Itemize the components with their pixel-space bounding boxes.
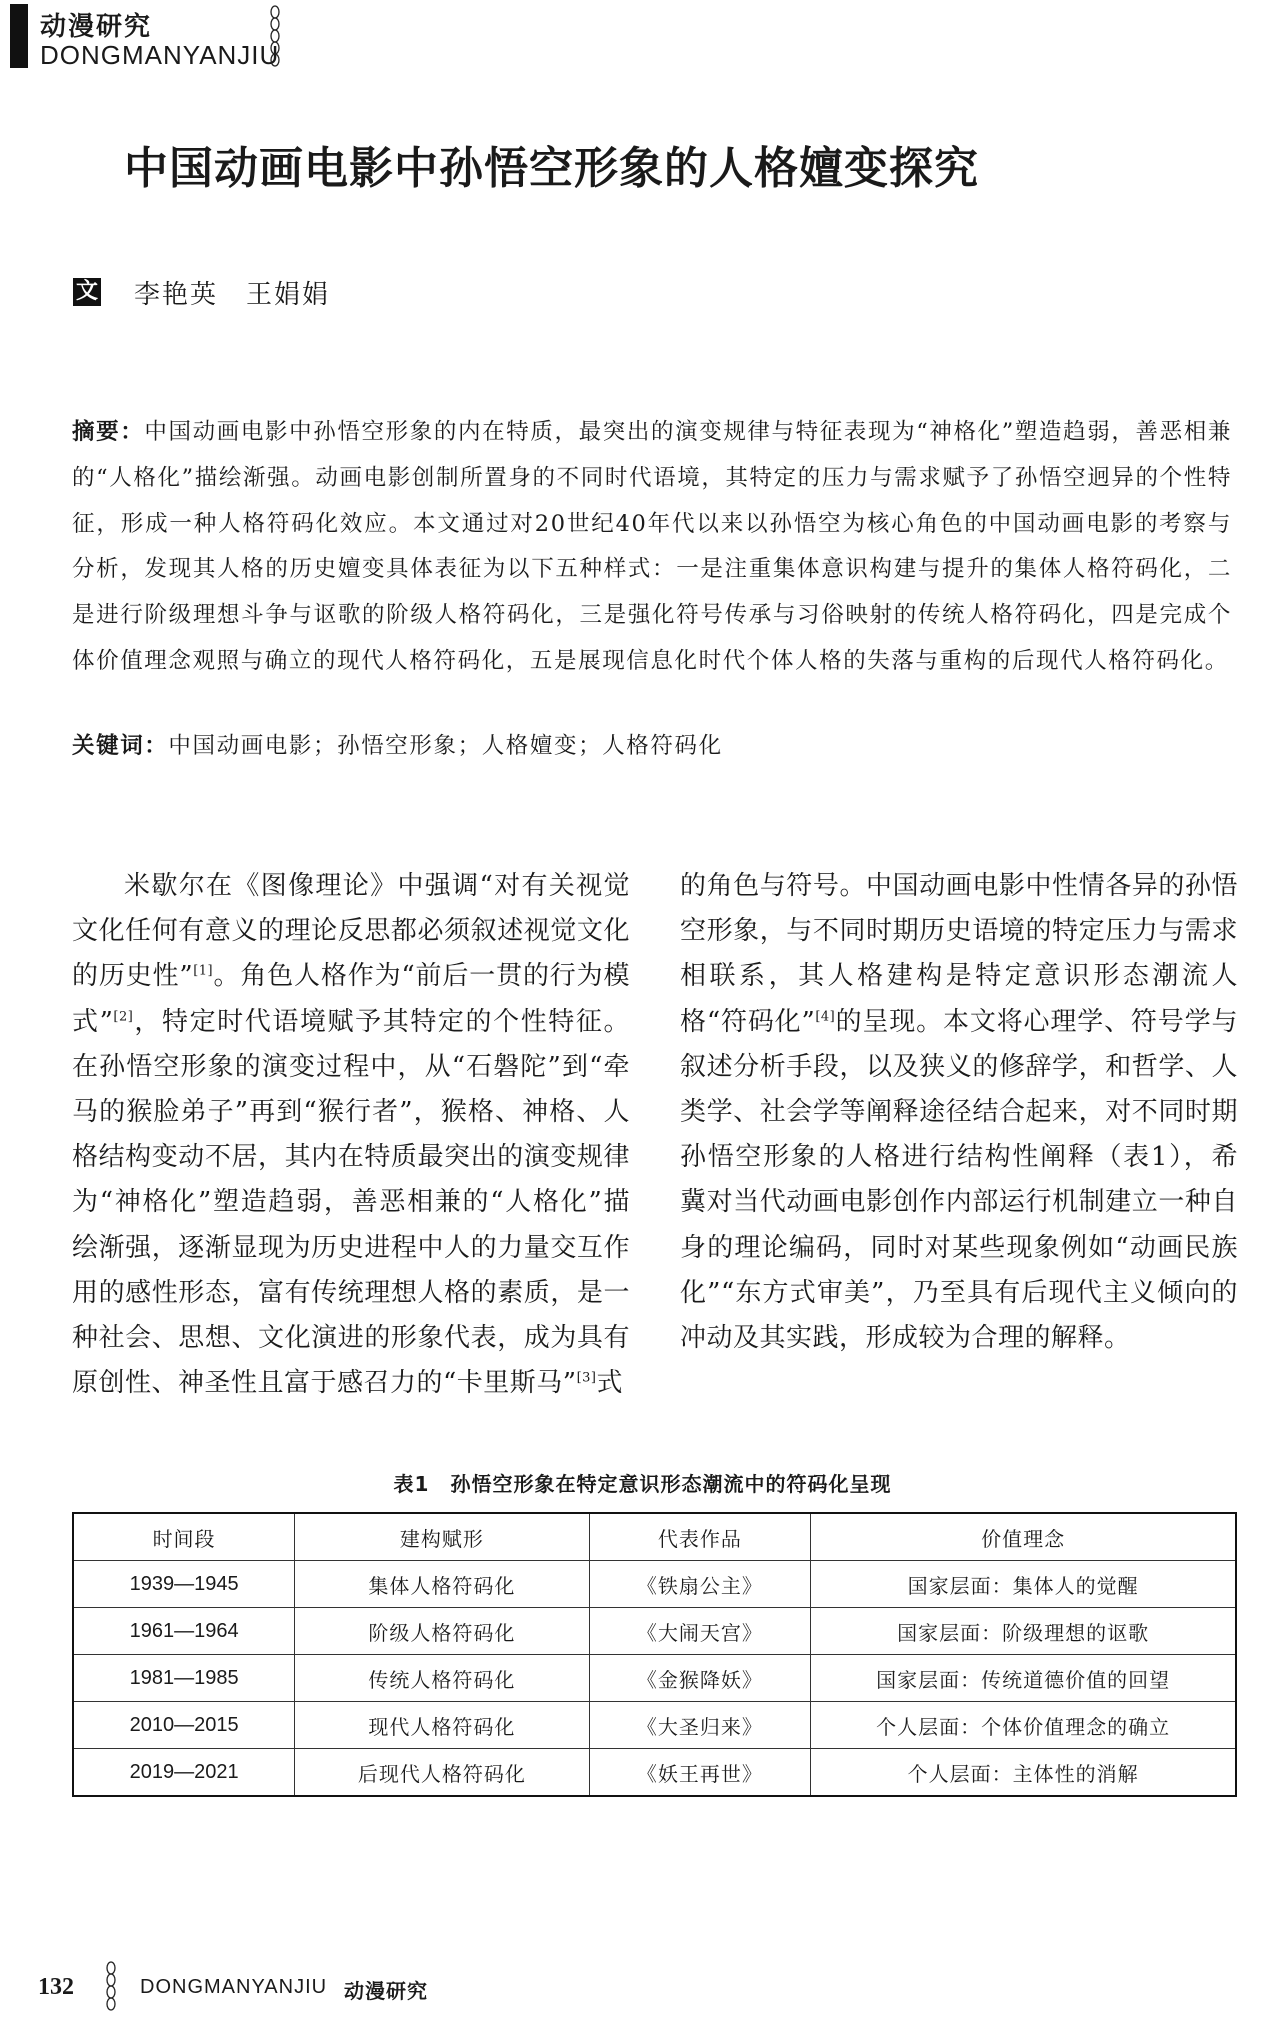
- keywords-label: 关键词：: [72, 733, 169, 759]
- body-column-right: [680, 864, 1238, 1361]
- table-row: [73, 1749, 1236, 1797]
- abstract-text: 中国动画电影中孙悟空形象的内在特质，最突出的演变规律与特征表现为“神格化”塑造趋弱，善恶相兼的“人格化”描绘渐强。动画电影创制所置身的不同时代语境，其特定的压力与需求赋予了孙悟空迥异的个性特征，形成一种人格符码化效应。本文通过对20世纪40年代以来以孙悟空为核心角色的中国动画电影的考察与分析，发现其人格的历史嬗变具体表征为以下五种样式：一是注重集体意识构建与提升的集体人格符码化，二是进行阶级理想斗争与讴歌的阶级人格符码化，三是强化符号传承与习俗映射的传统人格符码化，四是完成个体价值理念观照与确立的现代人格符码化，五是展现信息化时代个体人格的失落与重构的后现代人格符码化。: [72, 419, 1232, 674]
- table-cell-period: 2019—2021: [73, 1749, 295, 1797]
- table-cell-value: 国家层面：集体人的觉醒: [811, 1561, 1236, 1608]
- page-number: 132: [38, 1974, 74, 2000]
- table-row: [73, 1608, 1236, 1655]
- journal-name-en: DONGMANYANJIU: [40, 40, 280, 70]
- table-cell-period: 1939—1945: [73, 1561, 295, 1608]
- footer-journal-en: DONGMANYANJIU: [140, 1976, 328, 1998]
- body-column-left: [72, 864, 630, 1406]
- table-cell-work: 《铁扇公主》: [589, 1561, 811, 1608]
- reference-marker[interactable]: [1]: [193, 963, 214, 979]
- table-cell-period: 2010—2015: [73, 1702, 295, 1749]
- table-header-cell: 代表作品: [589, 1513, 811, 1561]
- table-cell-work: 《金猴降妖》: [589, 1655, 811, 1702]
- table-cell-work: 《大闹天宫》: [589, 1608, 811, 1655]
- body-text: 式: [596, 1368, 624, 1399]
- table-cell-value: 个人层面：主体性的消解: [811, 1749, 1236, 1797]
- table-cell-work: 《妖王再世》: [589, 1749, 811, 1797]
- authors: 李艳英 王娟娟: [134, 280, 331, 310]
- table-caption: 表1 孙悟空形象在特定意识形态潮流中的符码化呈现: [393, 1472, 892, 1496]
- chain-ornament-icon: [104, 1960, 118, 2020]
- table-header-row: [73, 1513, 1236, 1561]
- table-cell-value: 个人层面：个体价值理念的确立: [811, 1702, 1236, 1749]
- table-row: [73, 1655, 1236, 1702]
- table-header-cell: 价值理念: [811, 1513, 1236, 1561]
- table-cell-type: 后现代人格符码化: [295, 1749, 589, 1797]
- chain-ornament-icon: [268, 4, 282, 68]
- data-table: [72, 1512, 1237, 1797]
- table-cell-value: 国家层面：传统道德价值的回望: [811, 1655, 1236, 1702]
- table-header-cell: 时间段: [73, 1513, 295, 1561]
- table-cell-value: 国家层面：阶级理想的讴歌: [811, 1608, 1236, 1655]
- body-text: 的呈现。本文将心理学、符号学与叙述分析手段，以及狭义的修辞学，和哲学、人类学、社会学等阐释途径结合起来，对不同时期孙悟空形象的人格进行结构性阐释（表1），希冀对当代动画电影创作内部运行机制建立一种自身的理论编码，同时对某些现象例如“动画民族化”“东方式审美”，乃至具有后现代主义倾向的冲动及其实践，形成较为合理的解释。: [680, 1006, 1238, 1354]
- body-text: 的角色与符号。中国动画电影中性情各异的孙悟空形象，与不同时期历史语境的特定压力与需求相联系，其人格建构是特定意识形态潮流人格“符码化”: [680, 871, 1238, 1037]
- table-row: [73, 1702, 1236, 1749]
- body-text: ，特定时代语境赋予其特定的个性特征。在孙悟空形象的演变过程中，从“石磐陀”到“牵马的猴脸弟子”再到“猴行者”，猴格、神格、人格结构变动不居，其内在特质最突出的演变规律为“神格化”塑造趋弱，善恶相兼的“人格化”描绘渐强，逐渐显现为历史进程中人的力量交互作用的感性形态，富有传统理想人格的素质，是一种社会、思想、文化演进的形象代表，成为具有原创性、神圣性且富于感召力的“卡里斯马”: [72, 1006, 630, 1399]
- footer-journal-cn: 动漫研究: [344, 1979, 428, 2003]
- abstract-label: 摘要：: [72, 419, 145, 445]
- reference-marker[interactable]: [2]: [113, 1008, 134, 1024]
- reference-marker[interactable]: [4]: [815, 1008, 836, 1024]
- table-cell-type: 集体人格符码化: [295, 1561, 589, 1608]
- table-cell-type: 阶级人格符码化: [295, 1608, 589, 1655]
- author-tag-badge: 文: [73, 278, 101, 306]
- table-cell-type: 现代人格符码化: [295, 1702, 589, 1749]
- article-title: 中国动画电影中孙悟空形象的人格嬗变探究: [124, 143, 979, 194]
- header-black-bar: [10, 4, 28, 68]
- body-text: 米歇尔在《图像理论》中强调“对有关视觉文化任何有意义的理论反思都必须叙述视觉文化的历史性”: [72, 871, 630, 992]
- body-text: 。角色人格作为“前后一贯的行为模式”: [72, 961, 631, 1037]
- keywords-text: 中国动画电影；孙悟空形象；人格嬗变；人格符码化: [168, 733, 723, 759]
- table-cell-period: 1981—1985: [73, 1655, 295, 1702]
- table-row: [73, 1561, 1236, 1608]
- keywords: [72, 728, 723, 760]
- table-cell-work: 《大圣归来》: [589, 1702, 811, 1749]
- reference-marker[interactable]: [3]: [576, 1370, 597, 1386]
- table-cell-period: 1961—1964: [73, 1608, 295, 1655]
- abstract: [72, 410, 1232, 685]
- table-header-cell: 建构赋形: [295, 1513, 589, 1561]
- table-cell-type: 传统人格符码化: [295, 1655, 589, 1702]
- journal-name-cn: 动漫研究: [40, 12, 153, 42]
